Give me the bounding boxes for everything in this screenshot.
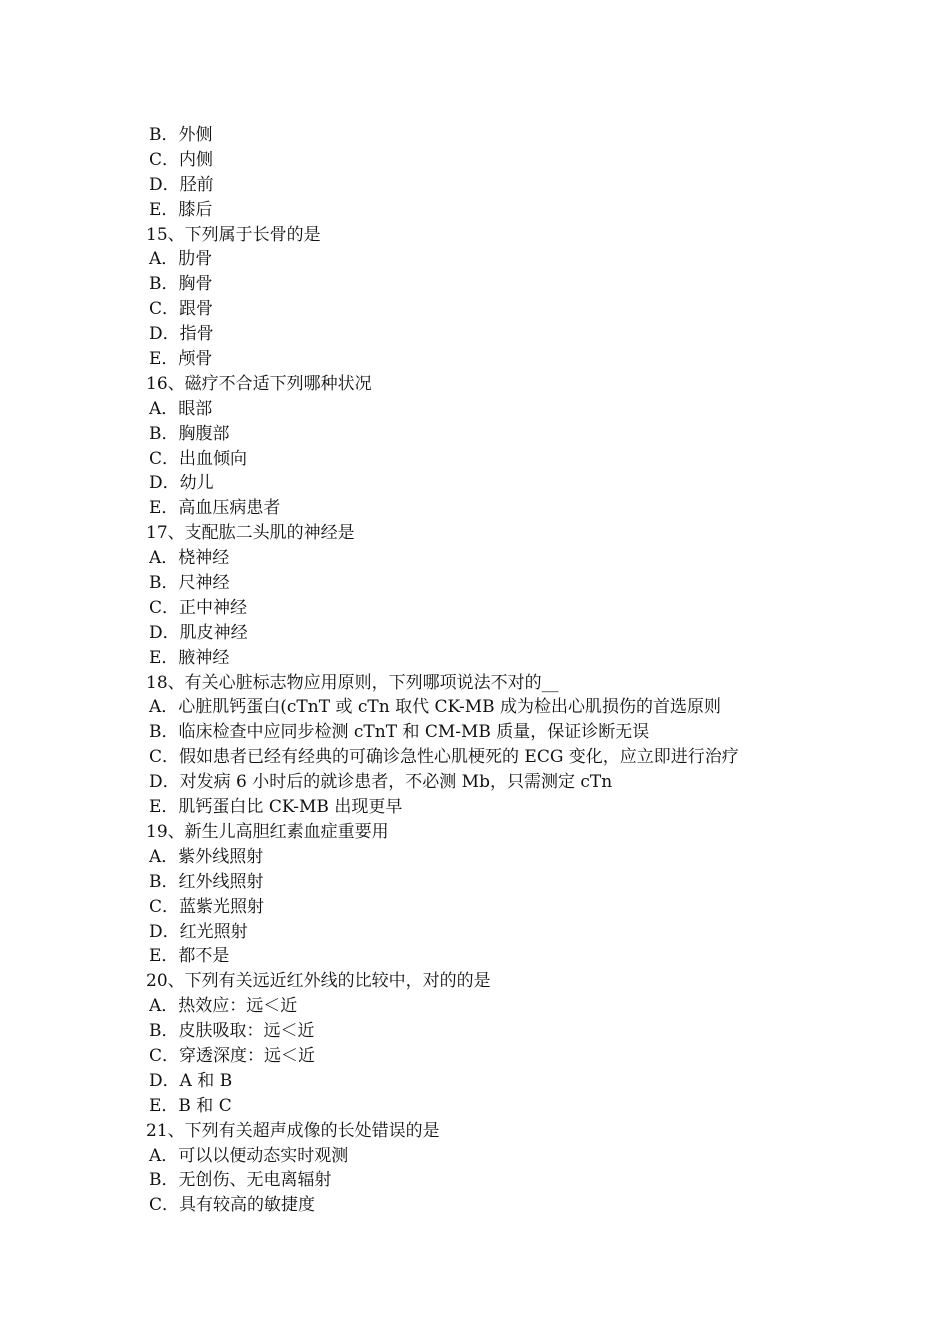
answer-option: E．腋神经 xyxy=(149,647,230,668)
answer-option: E．膝后 xyxy=(149,199,213,220)
question-stem: 18、有关心脏标志物应用原则，下列哪项说法不对的__ xyxy=(146,672,559,693)
question-stem: 20、下列有关远近红外线的比较中，对的的是 xyxy=(146,971,491,992)
answer-option: D．胫前 xyxy=(149,174,214,195)
answer-option: D．红光照射 xyxy=(149,921,248,942)
answer-option: D．对发病 6 小时后的就诊患者，不必测 Mb，只需测定 cTn xyxy=(149,772,613,793)
question-stem: 16、磁疗不合适下列哪种状况 xyxy=(146,373,372,394)
answer-option: E．都不是 xyxy=(149,946,230,967)
answer-option: B．外侧 xyxy=(149,125,213,145)
answer-option: C．内侧 xyxy=(149,149,214,170)
answer-option: B．尺神经 xyxy=(149,573,230,594)
answer-option: B．红外线照射 xyxy=(149,871,264,892)
question-stem: 17、支配肱二头肌的神经是 xyxy=(146,523,355,544)
answer-option: B．临床检查中应同步检测 cTnT 和 CM-MB 质量，保证诊断无误 xyxy=(149,722,650,743)
answer-option: C．具有较高的敏捷度 xyxy=(149,1195,316,1216)
answer-option: C．假如患者已经有经典的可确诊急性心肌梗死的 ECG 变化，应立即进行治疗 xyxy=(149,747,739,768)
question-stem: 21、下列有关超声成像的长处错误的是 xyxy=(146,1120,440,1141)
answer-option: A．热效应：远＜近 xyxy=(149,996,298,1017)
question-stem: 15、下列属于长骨的是 xyxy=(146,224,321,245)
answer-option: D．幼儿 xyxy=(149,473,214,494)
answer-option: A．心脏肌钙蛋白(cTnT 或 cTn 取代 CK-MB 成为检出心肌损伤的首选原则 xyxy=(149,697,721,718)
answer-option: E．颅骨 xyxy=(149,349,213,370)
answer-option: B．胸腹部 xyxy=(149,423,230,444)
answer-option: E．B 和 C xyxy=(149,1095,232,1116)
answer-option: E．高血压病患者 xyxy=(149,498,281,519)
answer-option: D．A 和 B xyxy=(149,1070,233,1091)
answer-option: D．指骨 xyxy=(149,324,214,345)
answer-option: C．正中神经 xyxy=(149,597,248,618)
answer-option: A．肋骨 xyxy=(149,249,213,270)
answer-option: C．跟骨 xyxy=(149,299,214,320)
question-stem: 19、新生儿高胆红素血症重要用 xyxy=(146,821,389,842)
answer-option: A．眼部 xyxy=(149,398,213,419)
answer-option: B．皮肤吸取：远＜近 xyxy=(149,1021,315,1042)
answer-option: B．无创伤、无电离辐射 xyxy=(149,1170,332,1191)
answer-option: E．肌钙蛋白比 CK-MB 出现更早 xyxy=(149,797,403,818)
question-list xyxy=(146,123,846,1218)
answer-option: A．桡神经 xyxy=(149,548,230,569)
answer-option: C．蓝紫光照射 xyxy=(149,896,265,917)
answer-option: A．紫外线照射 xyxy=(149,846,264,867)
answer-option: C．出血倾向 xyxy=(149,448,248,469)
answer-option: C．穿透深度：远＜近 xyxy=(149,1045,316,1066)
answer-option: B．胸骨 xyxy=(149,274,213,295)
answer-option: D．肌皮神经 xyxy=(149,622,248,643)
answer-option: A．可以以便动态实时观测 xyxy=(149,1145,349,1166)
